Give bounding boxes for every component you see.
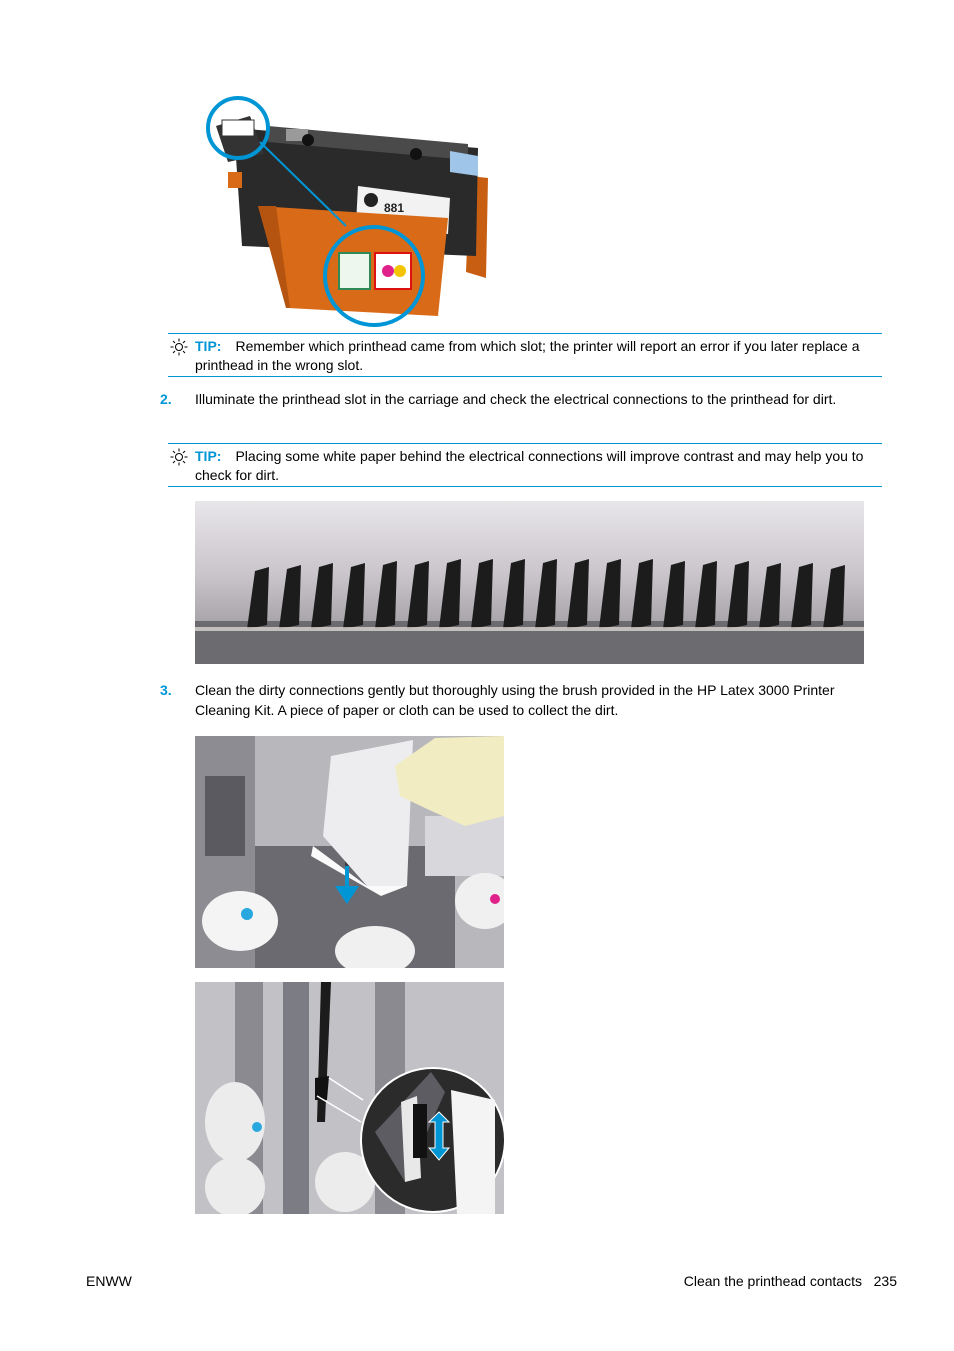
step-2: [160, 390, 885, 410]
footer-left: ENWW: [86, 1273, 132, 1289]
step-number: 2.: [160, 391, 172, 407]
step-text: Clean the dirty connections gently but thoroughly using the brush provided in the HP Latex 3000 Printer Cleaning Kit. A piece of paper or cloth can be used to collect the dirt.: [195, 682, 835, 718]
paper-placement-photo: [195, 736, 504, 968]
tip-label: TIP:: [195, 448, 222, 464]
tip-box-2: [168, 443, 882, 487]
footer-section-title: Clean the printhead contacts: [683, 1273, 862, 1289]
brush-cleaning-photo: [195, 982, 504, 1214]
printhead-figure: [198, 96, 490, 328]
page-number: 235: [873, 1273, 897, 1289]
footer-right: [684, 1273, 897, 1289]
tip-text: Placing some white paper behind the electrical connections will improve contrast and may help you to check for dirt.: [195, 448, 864, 483]
step-3: [160, 681, 885, 720]
printhead-model-label: 881: [384, 201, 405, 215]
step-number: 3.: [160, 682, 172, 698]
electrical-connections-photo: [195, 501, 864, 664]
lightbulb-icon: [170, 338, 188, 356]
lightbulb-icon: [170, 448, 188, 466]
tip-label: TIP:: [195, 338, 222, 354]
tip-text: Remember which printhead came from which slot; the printer will report an error if you later replace a printhead in the wrong slot.: [195, 338, 860, 373]
step-text: Illuminate the printhead slot in the carriage and check the electrical connections to the printhead for dirt.: [195, 391, 837, 407]
tip-box-1: [168, 333, 882, 377]
